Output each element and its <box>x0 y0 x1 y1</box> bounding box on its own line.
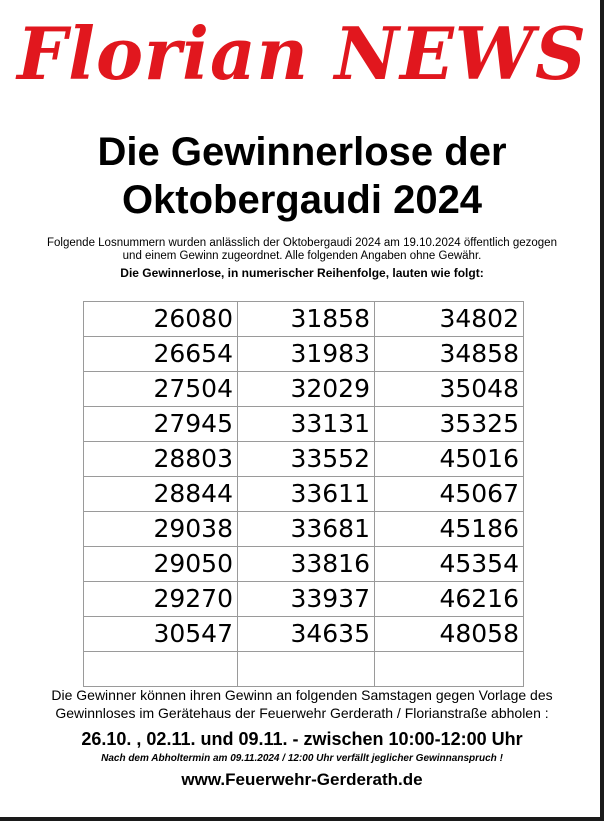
winning-number-cell: 35048 <box>375 372 524 407</box>
winning-number-cell: 31983 <box>238 337 375 372</box>
pickup-line-2: Gewinnloses im Gerätehaus der Feuerwehr Gerderath / Florianstraße abholen : <box>55 705 549 721</box>
winning-number-cell: 34802 <box>375 302 524 337</box>
winning-numbers-body <box>84 302 524 687</box>
winning-number-cell <box>238 652 375 687</box>
winning-number-cell: 45016 <box>375 442 524 477</box>
table-row <box>84 512 524 547</box>
page-title-line-1: Die Gewinnerlose der <box>97 130 507 174</box>
winning-number-cell: 46216 <box>375 582 524 617</box>
table-row <box>84 337 524 372</box>
winning-number-cell: 45354 <box>375 547 524 582</box>
winning-number-cell: 34858 <box>375 337 524 372</box>
winning-number-cell: 33681 <box>238 512 375 547</box>
table-row <box>84 582 524 617</box>
website-link[interactable]: www.Feuerwehr-Gerderath.de <box>181 770 423 789</box>
table-row <box>84 372 524 407</box>
winning-number-cell: 33131 <box>238 407 375 442</box>
intro-text <box>20 237 584 263</box>
winning-number-cell: 45186 <box>375 512 524 547</box>
winning-number-cell: 29050 <box>84 547 238 582</box>
winning-number-cell: 45067 <box>375 477 524 512</box>
winning-number-cell: 28803 <box>84 442 238 477</box>
winning-number-cell: 27504 <box>84 372 238 407</box>
pickup-info <box>10 686 594 722</box>
table-row <box>84 302 524 337</box>
winning-number-cell: 34635 <box>238 617 375 652</box>
masthead-logo: Florian NEWS <box>17 11 587 96</box>
winning-number-cell: 32029 <box>238 372 375 407</box>
winning-numbers-table <box>83 301 524 687</box>
winning-number-cell: 29038 <box>84 512 238 547</box>
winning-number-cell: 26654 <box>84 337 238 372</box>
winning-number-cell: 33552 <box>238 442 375 477</box>
winning-number-cell: 33937 <box>238 582 375 617</box>
winning-number-cell: 30547 <box>84 617 238 652</box>
winning-number-cell: 29270 <box>84 582 238 617</box>
intro-line-1: Folgende Losnummern wurden anlässlich der Oktobergaudi 2024 am 19.10.2024 öffentlich gezogen <box>47 237 557 249</box>
winning-number-cell: 28844 <box>84 477 238 512</box>
page-title <box>0 128 604 224</box>
winning-number-cell: 33611 <box>238 477 375 512</box>
winning-number-cell <box>84 652 238 687</box>
table-row <box>84 617 524 652</box>
winning-number-cell: 26080 <box>84 302 238 337</box>
page-title-line-2: Oktobergaudi 2024 <box>121 178 483 222</box>
table-row <box>84 442 524 477</box>
winning-number-cell: 35325 <box>375 407 524 442</box>
winning-number-cell: 33816 <box>238 547 375 582</box>
pickup-line-1: Die Gewinner können ihren Gewinn an folgenden Samstagen gegen Vorlage des <box>51 687 553 703</box>
table-row <box>84 407 524 442</box>
winning-number-cell <box>375 652 524 687</box>
winning-number-cell: 27945 <box>84 407 238 442</box>
table-row <box>84 547 524 582</box>
winning-number-cell: 48058 <box>375 617 524 652</box>
list-heading: Die Gewinnerlose, in numerischer Reihenfolge, lauten wie folgt: <box>120 266 484 280</box>
table-row <box>84 652 524 687</box>
deadline-notice: Nach dem Abholtermin am 09.11.2024 / 12:00 Uhr verfällt jeglicher Gewinnanspruch ! <box>101 753 503 764</box>
table-row <box>84 477 524 512</box>
pickup-dates: 26.10. , 02.11. und 09.11. - zwischen 10:00-12:00 Uhr <box>81 729 523 749</box>
winning-number-cell: 31858 <box>238 302 375 337</box>
intro-line-2: und einem Gewinn zugeordnet. Alle folgenden Angaben ohne Gewähr. <box>122 250 482 262</box>
